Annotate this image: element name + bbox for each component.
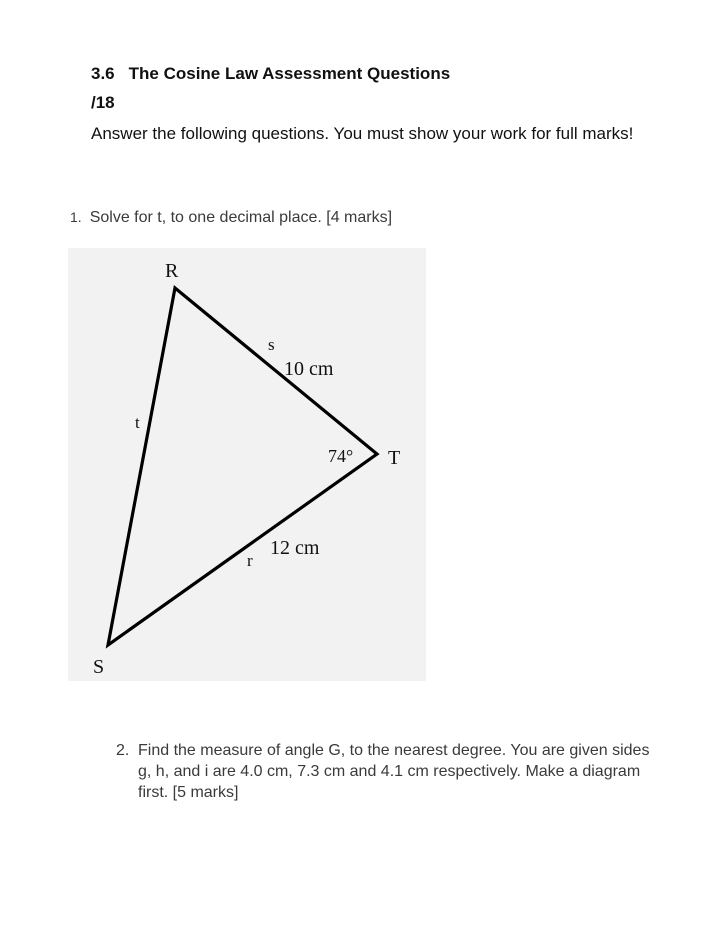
triangle-rst <box>108 288 377 645</box>
triangle-figure <box>68 248 426 681</box>
vertex-s-label: S <box>93 656 105 678</box>
triangle-diagram <box>68 248 426 681</box>
total-marks: /18 <box>91 93 115 112</box>
question-1 <box>70 209 392 227</box>
side-s-length: 10 cm <box>284 358 334 380</box>
question-1-number: 1. <box>70 209 82 225</box>
question-2 <box>116 740 656 803</box>
side-r-label: r <box>247 551 253 570</box>
question-2-text: Find the measure of angle G, to the nearest degree. You are given sides g, h, and i are 4.0 cm, 7.3 cm and 4.1 cm respectively. Make a diagram first. [5 marks] <box>138 742 650 801</box>
question-1-text: Solve for t, to one decimal place. [4 marks] <box>89 209 393 226</box>
vertex-r-label: R <box>165 260 179 282</box>
angle-t-label: 74° <box>328 446 354 466</box>
side-t-label: t <box>135 413 140 432</box>
question-2-number: 2. <box>116 742 130 759</box>
section-number: 3.6 <box>91 64 115 83</box>
side-r-length: 12 cm <box>270 537 320 559</box>
side-s-label: s <box>268 335 275 354</box>
page-title <box>91 64 450 84</box>
section-title: The Cosine Law Assessment Questions <box>128 64 451 83</box>
instructions: Answer the following questions. You must show your work for full marks! <box>91 124 634 143</box>
vertex-t-label: T <box>388 447 401 469</box>
